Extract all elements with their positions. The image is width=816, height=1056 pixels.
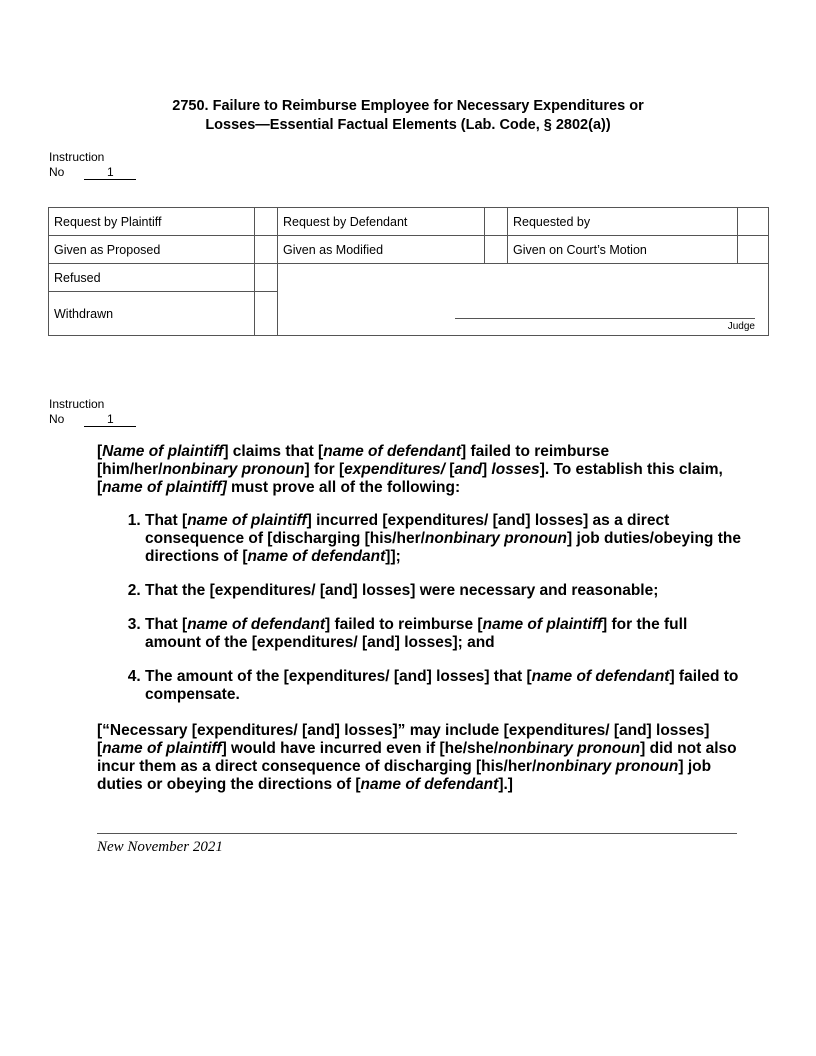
- given-as-modified-label: Given as Modified: [278, 236, 485, 264]
- request-by-defendant-checkbox[interactable]: [485, 208, 508, 236]
- requested-by-checkbox[interactable]: [738, 208, 769, 236]
- given-as-proposed-checkbox[interactable]: [255, 236, 278, 264]
- instruction-number: 1: [84, 166, 136, 180]
- footer-divider: [97, 833, 737, 834]
- instruction-no-label: No: [49, 164, 65, 179]
- withdrawn-checkbox[interactable]: [255, 292, 278, 336]
- given-on-courts-motion-checkbox[interactable]: [738, 236, 769, 264]
- refused-checkbox[interactable]: [255, 264, 278, 292]
- given-as-proposed-label: Given as Proposed: [49, 236, 255, 264]
- requested-by-label: Requested by: [508, 208, 738, 236]
- request-status-table: [48, 207, 769, 336]
- withdrawn-label: Withdrawn: [49, 292, 255, 336]
- instruction-body: [97, 443, 747, 794]
- instruction-number: 1: [84, 413, 136, 427]
- judge-label: Judge: [727, 321, 755, 332]
- title-line-1: 2750. Failure to Reimburse Employee for Necessary Expenditures or: [172, 98, 644, 114]
- list-item: 4. The amount of the [expenditures/ [and] losses] that [name of defendant] failed to compensate.: [145, 668, 747, 704]
- document-title: [0, 97, 816, 135]
- request-by-plaintiff-checkbox[interactable]: [255, 208, 278, 236]
- list-item: 2. That the [expenditures/ [and] losses] were necessary and reasonable;: [145, 582, 747, 600]
- instruction-number-block-top: [49, 150, 136, 180]
- given-on-courts-motion-label: Given on Court’s Motion: [508, 236, 738, 264]
- refused-label: Refused: [49, 264, 255, 292]
- judge-signature-line[interactable]: [455, 318, 755, 319]
- instruction-number-block-bottom: [49, 397, 136, 427]
- title-line-2: Losses—Essential Factual Elements (Lab. Code, § 2802(a)): [205, 117, 611, 133]
- new-date-note: New November 2021: [97, 839, 223, 855]
- instruction-label: Instruction: [49, 150, 105, 164]
- given-as-modified-checkbox[interactable]: [485, 236, 508, 264]
- list-item: 1. That [name of plaintiff] incurred [expenditures/ [and] losses] as a direct consequence of [discharging [his/her/nonbinary pronoun] job duties/obeying the directions of [name of defendant]];: [145, 512, 747, 566]
- request-by-defendant-label: Request by Defendant: [278, 208, 485, 236]
- instruction-label: Instruction: [49, 397, 105, 411]
- instruction-no-label: No: [49, 411, 65, 426]
- request-by-plaintiff-label: Request by Plaintiff: [49, 208, 255, 236]
- elements-list: [97, 512, 747, 704]
- list-item: 3. That [name of defendant] failed to reimburse [name of plaintiff] for the full amount of the [expenditures/ [and] losses]; and: [145, 616, 747, 652]
- judge-signature-area: [278, 264, 769, 336]
- intro-paragraph: [Name of plaintiff] claims that [name of defendant] failed to reimburse [him/her/nonbinary pronoun] for [expenditures/ [and] losses]. To establish this claim, [name of plaintiff] must prove all of the following:: [97, 443, 723, 496]
- closing-paragraph: [“Necessary [expenditures/ [and] losses]” may include [expenditures/ [and] losses] [name of plaintiff] would have incurred even if [he/she/nonbinary pronoun] did not also incur them as a direct consequence of discharging [his/her/nonbinary pronoun] job duties or obeying the directions of [name of defendant].]: [97, 722, 737, 793]
